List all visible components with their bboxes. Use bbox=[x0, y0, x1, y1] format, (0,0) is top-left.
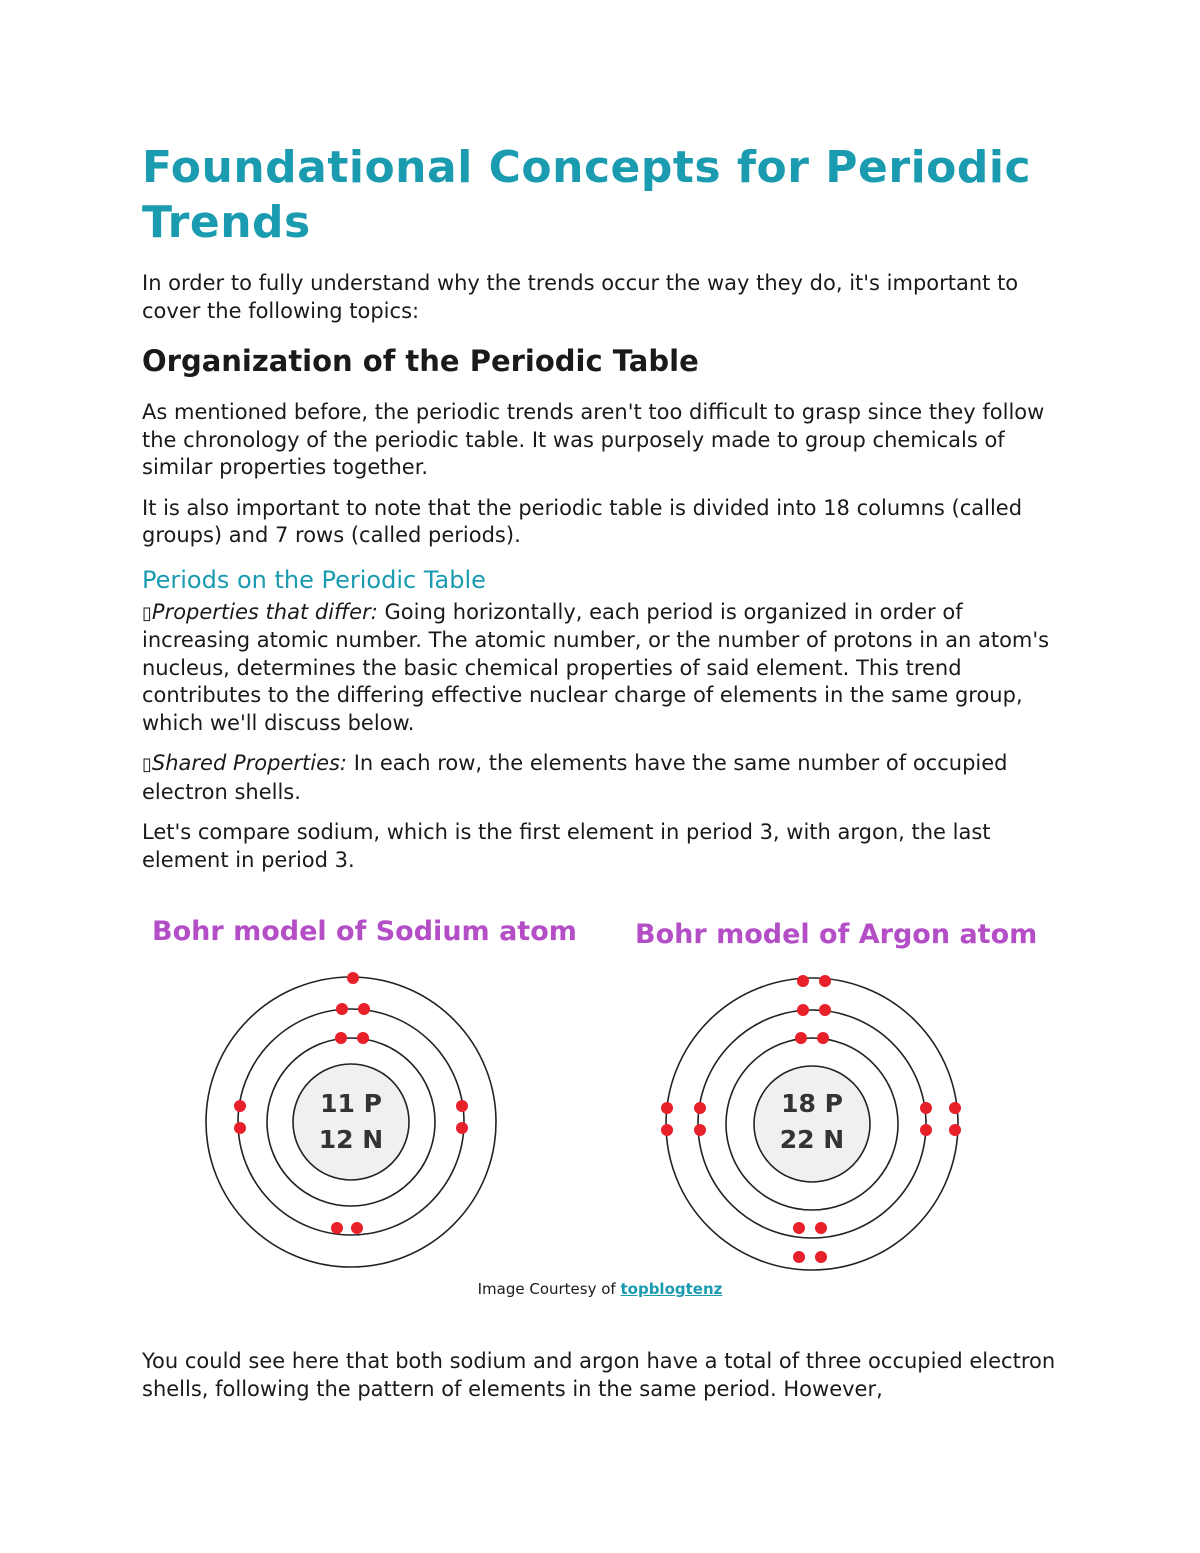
sodium-neutrons: 12 N bbox=[318, 1125, 384, 1154]
electron bbox=[793, 1222, 805, 1234]
electron bbox=[336, 1003, 348, 1015]
electron bbox=[456, 1122, 468, 1134]
sodium-atom bbox=[206, 972, 496, 1267]
image-caption bbox=[0, 1280, 1200, 1298]
document-body bbox=[142, 140, 1062, 874]
electron bbox=[819, 1004, 831, 1016]
argon-model-title: Bohr model of Argon atom bbox=[635, 919, 1038, 950]
bullet-shared-properties bbox=[142, 750, 1062, 806]
sodium-nucleus bbox=[293, 1064, 409, 1180]
paragraph-closing: You could see here that both sodium and argon have a total of three occupied electron shells, following the pattern of elements in the same period. However, bbox=[142, 1349, 1056, 1401]
electron bbox=[234, 1100, 246, 1112]
electron bbox=[357, 1032, 369, 1044]
electron bbox=[661, 1124, 673, 1136]
electron bbox=[797, 1004, 809, 1016]
subheading-periods: Periods on the Periodic Table bbox=[142, 565, 486, 594]
electron bbox=[920, 1124, 932, 1136]
electron bbox=[815, 1251, 827, 1263]
bullet-label: Shared Properties: bbox=[151, 751, 348, 775]
electron bbox=[694, 1102, 706, 1114]
electron bbox=[347, 972, 359, 984]
paragraph-organization: As mentioned before, the periodic trends aren't too difficult to grasp since they follow the chronology of the periodic table. It was purposely made to group chemicals of similar properties together. bbox=[142, 400, 1045, 479]
caption-source-link[interactable]: topblogtenz bbox=[620, 1280, 723, 1298]
bullet-marker-icon: ▯ bbox=[142, 754, 152, 775]
electron bbox=[920, 1102, 932, 1114]
electron bbox=[793, 1251, 805, 1263]
electron bbox=[949, 1124, 961, 1136]
paragraph-compare: Let's compare sodium, which is the first element in period 3, with argon, the last element in period 3. bbox=[142, 820, 991, 872]
bullet-properties-differ bbox=[142, 599, 1062, 738]
electron bbox=[331, 1222, 343, 1234]
section-heading: Organization of the Periodic Table bbox=[142, 344, 699, 378]
electron bbox=[949, 1102, 961, 1114]
argon-nucleus bbox=[754, 1066, 870, 1182]
page-title: Foundational Concepts for Periodic Trends bbox=[142, 142, 1032, 248]
electron bbox=[351, 1222, 363, 1234]
paragraph-groups-periods: It is also important to note that the periodic table is divided into 18 columns (called groups) and 7 rows (called periods). bbox=[142, 495, 1023, 547]
caption-prefix: Image Courtesy of bbox=[477, 1280, 621, 1298]
electron bbox=[358, 1003, 370, 1015]
bullet-label: Properties that differ: bbox=[151, 599, 378, 624]
electron bbox=[661, 1102, 673, 1114]
electron bbox=[819, 975, 831, 987]
bullet-text: In each row, the elements have the same number of occupied electron shells. bbox=[142, 751, 1008, 804]
sodium-protons: 11 P bbox=[320, 1089, 382, 1118]
electron bbox=[335, 1032, 347, 1044]
intro-paragraph: In order to fully understand why the trends occur the way they do, it's important to cover the following topics: bbox=[142, 271, 1019, 323]
electron bbox=[456, 1100, 468, 1112]
electron bbox=[797, 975, 809, 987]
argon-atom bbox=[661, 975, 961, 1270]
electron bbox=[234, 1122, 246, 1134]
electron bbox=[815, 1222, 827, 1234]
electron bbox=[795, 1032, 807, 1044]
electron bbox=[817, 1032, 829, 1044]
bullet-marker-icon: ▯ bbox=[142, 602, 152, 624]
argon-neutrons: 22 N bbox=[779, 1125, 845, 1154]
bohr-diagrams bbox=[0, 902, 1200, 1272]
electron bbox=[694, 1124, 706, 1136]
argon-protons: 18 P bbox=[781, 1089, 843, 1118]
bohr-models-figure bbox=[0, 902, 1200, 1272]
sodium-model-title: Bohr model of Sodium atom bbox=[152, 916, 577, 947]
bullet-text: Going horizontally, each period is organized in order of increasing atomic number. The atomic number, or the number of protons in an atom's nucleus, determines the basic chemical properties of said element. This trend contributes to the differing effective nuclear charge of elements in the same group, which we'll discuss below. bbox=[142, 599, 1050, 735]
